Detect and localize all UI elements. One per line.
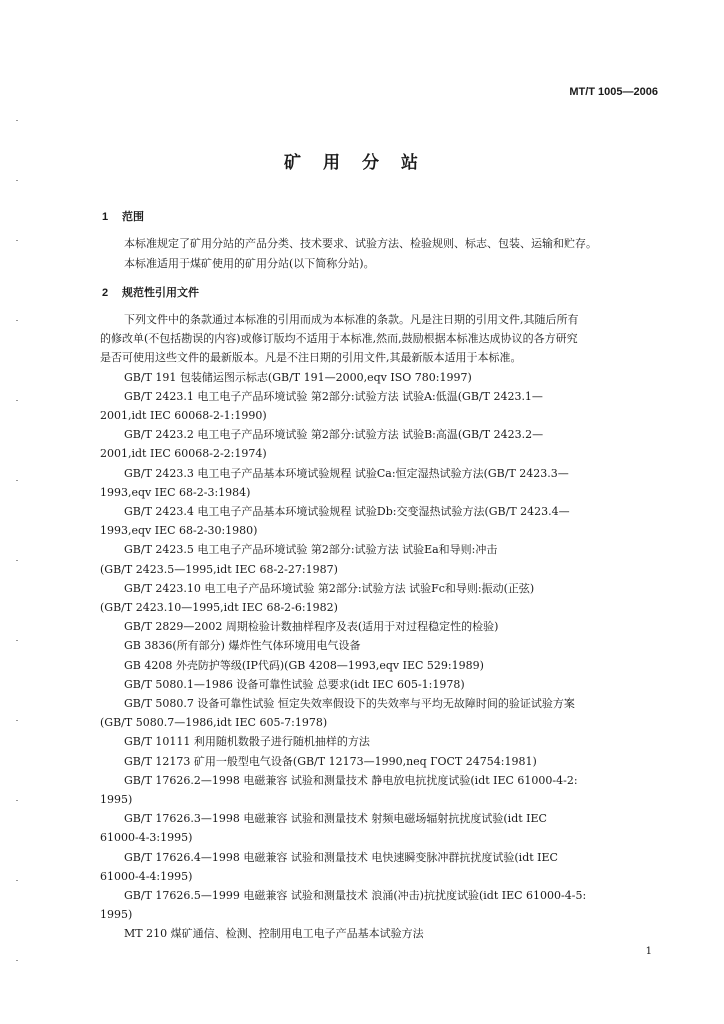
- reference-line: GB 4208 外壳防护等级(IP代码)(GB 4208—1993,eqv IEC 529:1989): [124, 659, 484, 672]
- reference-line: 1995): [100, 908, 133, 921]
- reference-line: 1995): [100, 793, 133, 806]
- reference-line: GB/T 10111 利用随机数骰子进行随机抽样的方法: [124, 735, 370, 748]
- section-1-title: 范围: [122, 211, 144, 223]
- reference-line: GB/T 17626.3—1998 电磁兼容 试验和测量技术 射频电磁场辐射抗扰度试验(idt IEC: [124, 812, 547, 825]
- reference-line: GB 3836(所有部分) 爆炸性气体环境用电气设备: [124, 639, 361, 652]
- reference-line: 61000-4-4:1995): [100, 870, 193, 883]
- reference-line: 2001,idt IEC 60068-2-2:1974): [100, 447, 267, 460]
- reference-line: GB/T 191 包装储运图示标志(GB/T 191—2000,eqv ISO 780:1997): [124, 371, 472, 384]
- reference-line: 的修改单(不包括勘误的内容)或修订版均不适用于本标准,然而,鼓励根据本标准达成协议的各方研究: [100, 332, 578, 345]
- section-1-para-1: 本标准规定了矿用分站的产品分类、技术要求、试验方法、检验规则、标志、包装、运输和贮存。: [124, 237, 597, 250]
- section-1-para-2: 本标准适用于煤矿使用的矿用分站(以下简称分站)。: [124, 257, 375, 270]
- section-1-number: 1: [102, 211, 109, 223]
- reference-line: 61000-4-3:1995): [100, 831, 193, 844]
- reference-line: GB/T 5080.7 设备可靠性试验 恒定失效率假设下的失效率与平均无故障时间的验证试验方案: [124, 697, 575, 710]
- reference-line: GB/T 17626.4—1998 电磁兼容 试验和测量技术 电快速瞬变脉冲群抗扰度试验(idt IEC: [124, 851, 558, 864]
- reference-line: GB/T 2423.10 电工电子产品环境试验 第2部分:试验方法 试验Fc和导则:振动(正弦): [124, 582, 535, 595]
- reference-line: GB/T 2423.3 电工电子产品基本环境试验规程 试验Ca:恒定湿热试验方法(GB/T 2423.3—: [124, 467, 569, 480]
- document-title: 矿用分站: [284, 153, 440, 173]
- section-1-heading: [102, 208, 144, 224]
- reference-line: 下列文件中的条款通过本标准的引用而成为本标准的条款。凡是注日期的引用文件,其随后所有: [124, 313, 579, 326]
- page-number: 1: [645, 946, 652, 957]
- reference-line: GB/T 2829—2002 周期检验计数抽样程序及表(适用于对过程稳定性的检验): [124, 620, 499, 633]
- reference-line: 1993,eqv IEC 68-2-30:1980): [100, 524, 258, 537]
- reference-line: (GB/T 2423.10—1995,idt IEC 68-2-6:1982): [100, 601, 338, 614]
- reference-line: GB/T 12173 矿用一般型电气设备(GB/T 12173—1990,neq ГОСТ 24754:1981): [124, 755, 537, 768]
- reference-line: GB/T 5080.1—1986 设备可靠性试验 总要求(idt IEC 605-1:1978): [124, 678, 465, 691]
- standard-number: MT/T 1005—2006: [569, 86, 658, 98]
- section-2-heading: [102, 284, 199, 300]
- reference-line: GB/T 2423.5 电工电子产品环境试验 第2部分:试验方法 试验Ea和导则:冲击: [124, 543, 498, 556]
- reference-line: GB/T 17626.2—1998 电磁兼容 试验和测量技术 静电放电抗扰度试验(idt IEC 61000-4-2:: [124, 774, 578, 787]
- reference-line: GB/T 2423.4 电工电子产品基本环境试验规程 试验Db:交变湿热试验方法(GB/T 2423.4—: [124, 505, 570, 518]
- reference-line: GB/T 2423.2 电工电子产品环境试验 第2部分:试验方法 试验B:高温(GB/T 2423.2—: [124, 428, 544, 441]
- reference-line: GB/T 2423.1 电工电子产品环境试验 第2部分:试验方法 试验A:低温(GB/T 2423.1—: [124, 390, 543, 403]
- reference-line: MT 210 煤矿通信、检测、控制用电工电子产品基本试验方法: [124, 927, 424, 940]
- reference-line: 是否可使用这些文件的最新版本。凡是不注日期的引用文件,其最新版本适用于本标准。: [100, 351, 522, 364]
- section-2-number: 2: [102, 287, 109, 299]
- reference-line: GB/T 17626.5—1999 电磁兼容 试验和测量技术 浪涌(冲击)抗扰度试验(idt IEC 61000-4-5:: [124, 889, 587, 902]
- reference-line: (GB/T 2423.5—1995,idt IEC 68-2-27:1987): [100, 563, 338, 576]
- reference-line: (GB/T 5080.7—1986,idt IEC 605-7:1978): [100, 716, 328, 729]
- reference-line: 2001,idt IEC 60068-2-1:1990): [100, 409, 267, 422]
- reference-line: 1993,eqv IEC 68-2-3:1984): [100, 486, 251, 499]
- section-2-title: 规范性引用文件: [122, 287, 199, 299]
